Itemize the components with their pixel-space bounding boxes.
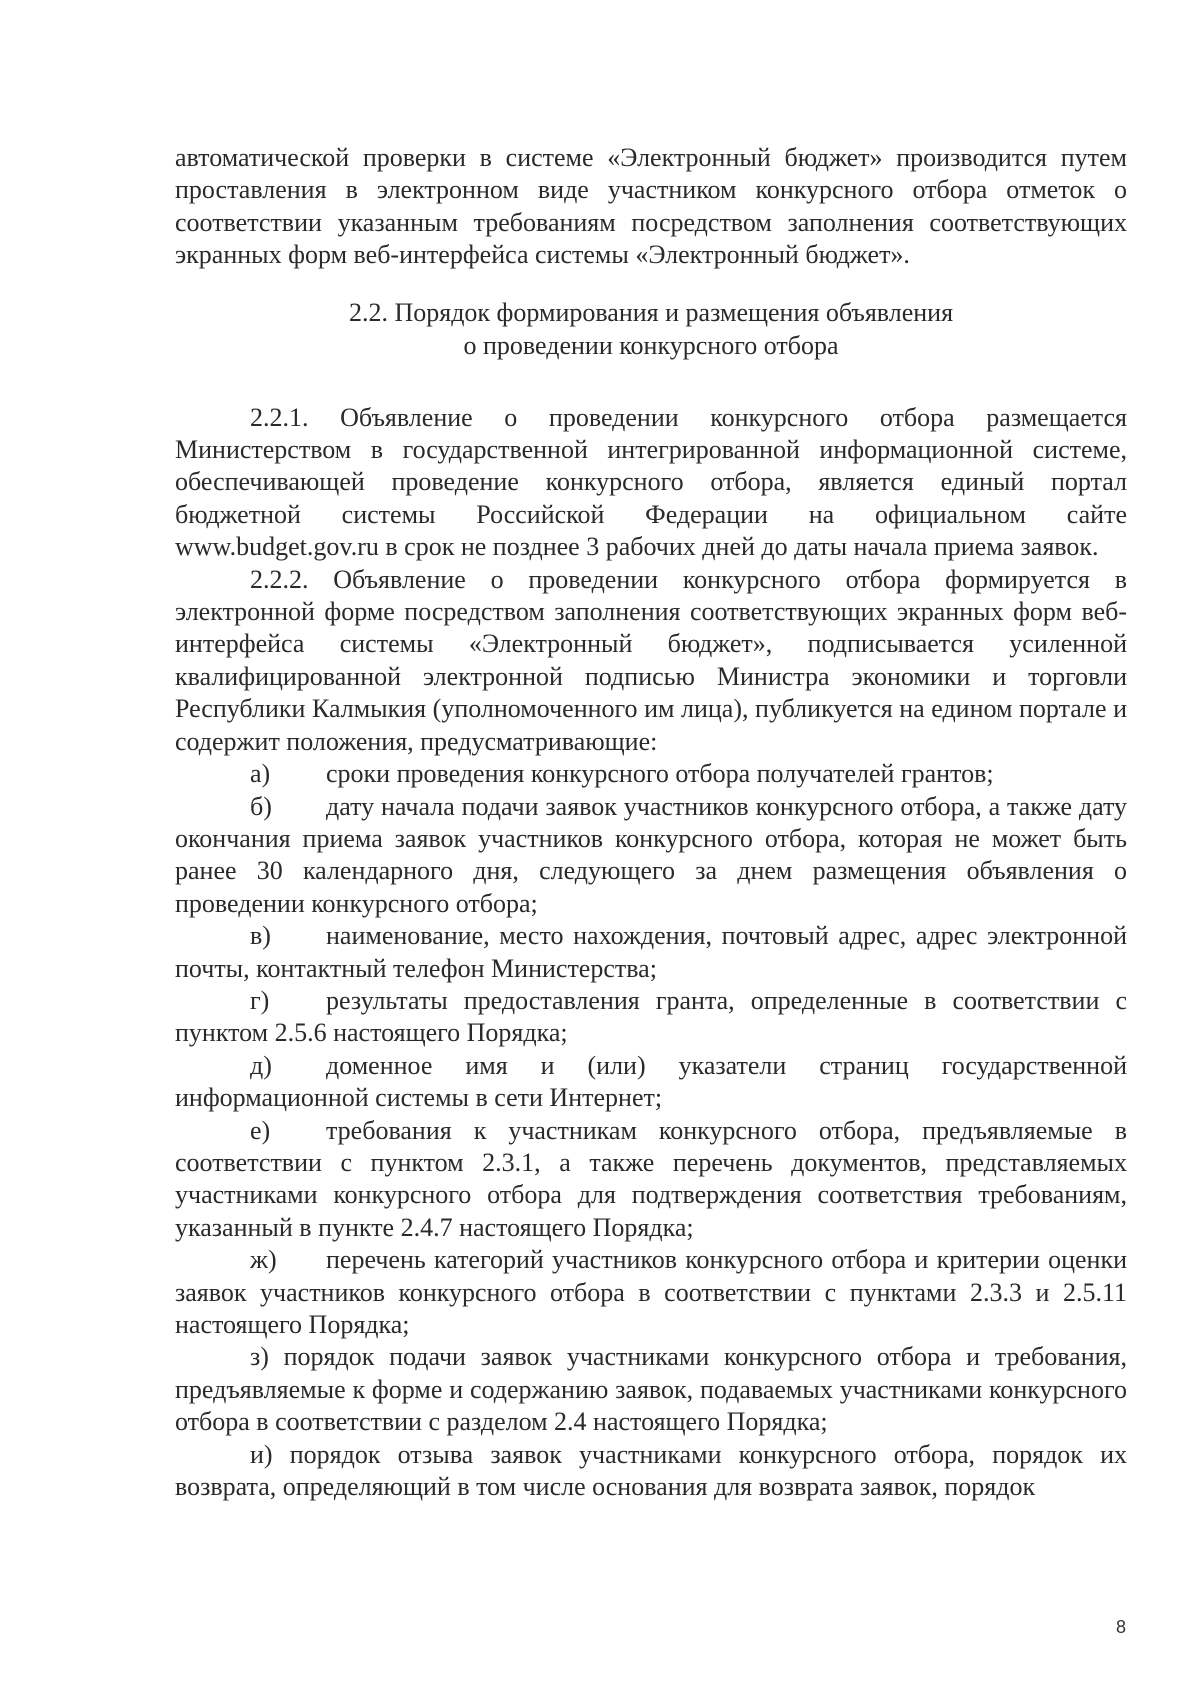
list-item-a xyxy=(175,758,1127,790)
list-item-text: дату начала подачи заявок участников конкурсного отбора, а также дату окончания приема заявок участников конкурсного отбора, которая не может быть ранее 30 календарного дня, следующего за днем размещения объявления о проведении конкурсного отбора; xyxy=(175,791,1127,918)
list-item-marker: в) xyxy=(250,921,271,951)
list-item-text: наименование, место нахождения, почтовый адрес, адрес электронной почты, контактный телефон Министерства; xyxy=(175,921,1127,983)
paragraph-2-2-2: 2.2.2. Объявление о проведении конкурсного отбора формируется в электронной форме посредством заполнения соответствующих экранных форм веб-интерфейса системы «Электронный бюджет», подписывается усиленной квалифицированной электронной подписью Министра экономики и торговли Республики Калмыкия (уполномоченного им лица), публикуется на едином портале и содержит положения, предусматривающие: xyxy=(175,564,1127,756)
list-item-d xyxy=(175,1050,1127,1115)
section-heading-line2: о проведении конкурсного отбора xyxy=(463,330,839,360)
page-number: 8 xyxy=(1116,1617,1127,1637)
list-item-text: порядок подачи заявок участниками конкурсного отбора и требования, предъявляемые к форме и содержанию заявок, подаваемых участниками конкурсного отбора в соответствии с разделом 2.4 настоящего Порядка; xyxy=(175,1342,1128,1437)
list-item-v xyxy=(175,920,1127,985)
list-item-marker: б) xyxy=(250,791,272,821)
section-heading-line1: 2.2. Порядок формирования и размещения объявления xyxy=(348,297,954,327)
list-item-i xyxy=(175,1439,1127,1504)
list-item-text: требования к участникам конкурсного отбора, предъявляемые в соответствии с пунктом 2.3.1, а также перечень документов, представляемых участниками конкурсного отбора для подтверждения соответствия требованиям, указанный в пункте 2.4.7 настоящего Порядка; xyxy=(175,1115,1127,1242)
intro-paragraph: автоматической проверки в системе «Электронный бюджет» производится путем проставления в электронном виде участником конкурсного отбора отметок о соответствии указанным требованиям посредством заполнения соответствующих экранных форм веб-интерфейса системы «Электронный бюджет». xyxy=(175,143,1127,270)
list-item-text: доменное имя и (или) указатели страниц государственной информационной системы в сети Интернет; xyxy=(175,1050,1127,1113)
paragraph-2-2-1: 2.2.1. Объявление о проведении конкурсного отбора размещается Министерством в государственной интегрированной информационной системе, обеспечивающей проведение конкурсного отбора, является единый портал бюджетной системы Российской Федерации на официальном сайте www.budget.gov.ru в срок не позднее 3 рабочих дней до даты начала приема заявок. xyxy=(175,402,1127,562)
list-item-marker: е) xyxy=(250,1115,271,1145)
list-item-b xyxy=(175,791,1127,921)
list-item-text: порядок отзыва заявок участниками конкурсного отбора, порядок их возврата, определяющий в том числе основания для возврата заявок, порядок xyxy=(175,1439,1127,1502)
document-body xyxy=(175,142,1127,1503)
list-item-marker: д) xyxy=(250,1050,272,1080)
list-item-text: сроки проведения конкурсного отбора получателей грантов; xyxy=(326,759,994,789)
list-item-text: результаты предоставления гранта, определенные в соответствии с пунктом 2.5.6 настоящего Порядка; xyxy=(175,985,1127,1048)
list-item-marker: г) xyxy=(250,985,270,1015)
list-item-zh xyxy=(175,1244,1127,1341)
list-item-marker: и) xyxy=(250,1439,273,1469)
section-heading xyxy=(175,296,1127,362)
list-item-marker: а) xyxy=(250,759,271,789)
list-item-e xyxy=(175,1115,1127,1245)
list-item-marker: ж) xyxy=(250,1245,277,1275)
list-item-text: перечень категорий участников конкурсного отбора и критерии оценки заявок участников конкурсного отбора в соответствии с пунктами 2.3.3 и 2.5.11 настоящего Порядка; xyxy=(175,1245,1127,1339)
list-item-marker: з) xyxy=(250,1342,269,1372)
list-item-g xyxy=(175,985,1127,1050)
list-item-z xyxy=(175,1341,1127,1438)
